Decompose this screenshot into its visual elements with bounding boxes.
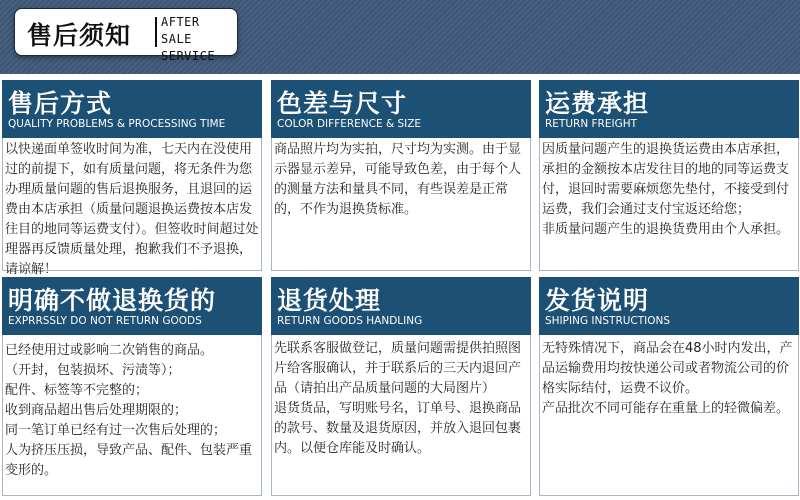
panel-body (2, 335, 262, 496)
panel-subtitle: EXPRRSSLY DO NOT RETURN GOODS (8, 315, 202, 327)
page-title-english (161, 14, 233, 65)
panel-header (2, 80, 262, 138)
panel-body (271, 138, 531, 271)
panel-title: 售后方式 (8, 89, 113, 118)
panel-title: 色差与尺寸 (277, 89, 408, 118)
panel-text: 商品照片均为实拍，尺寸均为实测。由于显示器显示差异，可能导致色差，由于每个人的测量方法和量具不同，有些误差是正常的，不作为退换货标准。 (274, 142, 522, 217)
panel-subtitle: COLOR DIFFERENCE & SIZE (277, 118, 422, 130)
panel-subtitle: RETURN FREIGHT (545, 118, 638, 130)
panel-body (2, 138, 262, 277)
title-divider (155, 17, 157, 47)
panel-subtitle: RETURN GOODS HANDLING (277, 315, 423, 327)
panel-subtitle: SHIPING INSTRUCTIONS (545, 315, 671, 327)
panel-text: 以快递面单签收时间为准，七天内在没使用过的前提下，如有质量问题，将无条件为您办理质量问题的售后退换服务，且退回的运费由本店承担（质量问题退换运费按本店发往目的地同等运费支付）。但签收时间超过处理器再反馈质量处理，抱歉我们不予退换，请谅解！ (5, 142, 259, 277)
panel-title: 明确不做退换货的 (8, 286, 217, 315)
panel-header (271, 80, 531, 138)
panel-title: 退货处理 (277, 286, 382, 315)
panel-body (539, 138, 799, 271)
page-title: 售后须知 (27, 21, 132, 50)
panel-text: 已经使用过或影响二次销售的商品。 （开封，包装损坏、污渍等）； 配件、标签等不完整的； 收到商品超出售后处理期限的； 同一笔订单已经有过一次售后处理的； 人为挤压压损，导致产品、配件、包装严重变形的。 (5, 343, 253, 478)
panel-text: 无特殊情况下，商品会在48小时内发出，产品运输费用均按快递公司或者物流公司的价格实际结付，运费不议价。 产品批次不同可能存在重量上的轻微偏差。 (542, 341, 793, 416)
title-en-line1: AFTER SALE (161, 15, 200, 46)
panel-subtitle: QUALITY PROBLEMS & PROCESSING TIME (8, 118, 226, 130)
panel-header (539, 80, 799, 138)
panel-text: 因质量问题产生的退换货运费由本店承担，承担的金额按本店发往目的地的同等运费支付，退回时需要麻烦您先垫付，不接受到付运费，我们会通过支付宝返还给您； 非质量问题产生的退换货费用由个人承担。 (542, 142, 790, 237)
panel-title: 发货说明 (545, 286, 650, 315)
panel-body (539, 335, 799, 496)
panel-title: 运费承担 (545, 89, 650, 118)
panel-header (271, 277, 531, 335)
panel-body (271, 335, 531, 496)
title-en-line2: SERVICE (161, 49, 216, 63)
panel-header (2, 277, 262, 335)
panel-header (539, 277, 799, 335)
panel-text: 先联系客服做登记，质量问题需提供拍照图片给客服确认，并于联系后的三天内退回产品（请拍出产品质量问题的大局图片） 退货货品，写明账号名，订单号、退换商品的款号、数量及退货原因，并放入退回包裹内。以便仓库能及时确认。 (274, 341, 522, 456)
page-title-box (14, 8, 238, 63)
